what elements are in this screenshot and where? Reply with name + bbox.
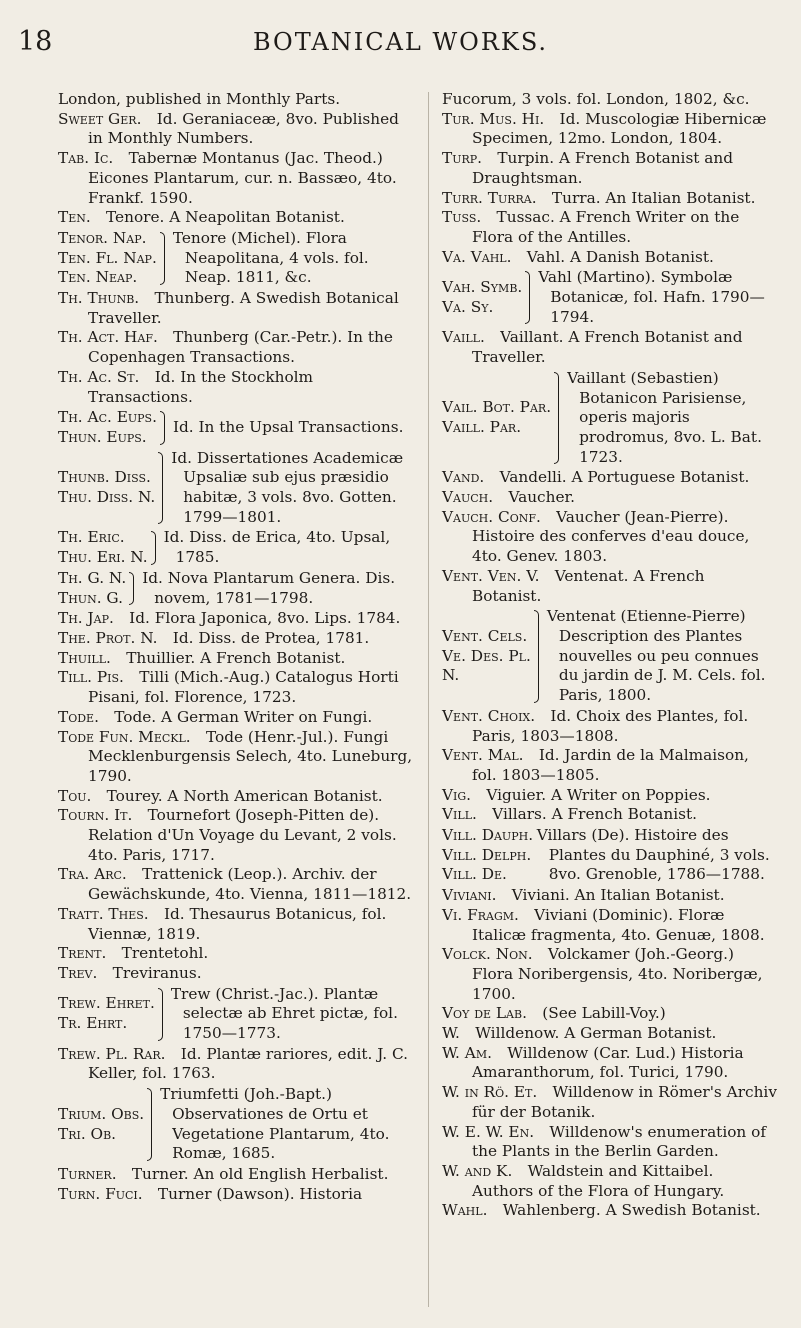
entry-description: Tournefort (Joseph-Pitten de). Relation d'Un Voyage du Levant, 2 vols. 4to. Paris, 1717. — [88, 806, 397, 864]
brace-mark — [151, 531, 160, 564]
brace-mark — [534, 610, 543, 703]
brace-mark — [554, 372, 563, 465]
entry-description: Trentetohl. — [121, 944, 209, 963]
entry-abbreviation-group — [58, 449, 155, 528]
entry-description-text: Triumfetti (Joh.-Bapt.) Observationes de Ortu et Vegetatione Plantarum, 4to. Romæ, 1685. — [160, 1085, 390, 1163]
entry-abbreviation: Th. Eric. — [58, 528, 125, 547]
entry-description: Id. Jardin de la Malmaison, fol. 1803—1805. — [472, 746, 749, 784]
brace-mark — [158, 988, 167, 1041]
entry-abbreviation: Thu. Diss. N. — [58, 488, 156, 507]
entry-abbreviation: Vaill. Par. — [442, 418, 522, 437]
entry-abbreviation: Th. G. N. — [58, 568, 127, 587]
page-header — [0, 26, 801, 66]
entry-description-text: Trew (Christ.-Jac.). Plantæ selectæ ab Ehret pictæ, fol. 1750—1773. — [170, 984, 398, 1043]
entry-description — [538, 268, 778, 327]
entry-description: (See Labill-Voy.) — [542, 1004, 666, 1023]
entry-abbreviation: W. Am. — [442, 1043, 492, 1062]
entry-abbreviation: Vauch. Conf. — [442, 507, 541, 526]
entry-abbreviation: Ten. — [58, 208, 91, 227]
entry-abbreviation: Vill. De. — [442, 865, 507, 884]
entry-abbreviation: Turr. Turra. — [442, 188, 537, 207]
catalog-entry — [442, 1083, 778, 1122]
catalog-entry — [442, 707, 778, 746]
entry-description-text: Vaillant (Sebastien) Botanicon Parisiense, operis majoris prodromus, 8vo. L. Bat. 1723. — [567, 368, 762, 466]
entry-description: Ventenat. A French Botanist. — [472, 566, 705, 605]
entry-description: Thunberg. A Swedish Botanical Traveller. — [88, 289, 399, 327]
entry-abbreviation: Thunb. Diss. — [58, 468, 151, 487]
catalog-entry — [442, 786, 778, 806]
entry-abbreviation-group — [442, 369, 551, 468]
brace-mark — [160, 411, 169, 444]
catalog-entry — [442, 90, 778, 110]
entry-description — [547, 607, 778, 706]
entry-abbreviation: Th. Jap. — [58, 609, 114, 628]
entry-abbreviation-group — [58, 528, 148, 567]
catalog-entry — [442, 1123, 778, 1162]
entry-abbreviation: Th. Ac. St. — [58, 367, 140, 386]
entry-abbreviation: Tourn. It. — [58, 806, 133, 825]
entry-abbreviation: Tou. — [58, 786, 92, 805]
catalog-entry — [58, 905, 416, 944]
entry-abbreviation: Tr. Ehrt. — [58, 1014, 128, 1033]
catalog-entry — [442, 1162, 778, 1201]
entry-description: Id. Flora Japonica, 8vo. Lips. 1784. — [129, 609, 401, 628]
entry-description — [537, 826, 778, 885]
entry-description: Thuillier. A French Botanist. — [126, 648, 346, 667]
bracketed-entry — [58, 985, 416, 1044]
entry-abbreviation-group — [58, 569, 126, 608]
entry-abbreviation: Trent. — [58, 944, 107, 963]
entry-description-text: Villars (De). Histoire des Plantes du Dauphiné, 3 vols. 8vo. Grenoble, 1786—1788. — [536, 826, 770, 884]
entry-description-text: Id. In the Upsal Transactions. — [172, 418, 404, 437]
entry-description: Id. In the Stockholm Transactions. — [88, 367, 314, 406]
brace-mark — [525, 271, 534, 324]
entry-abbreviation: Turner. — [58, 1164, 117, 1183]
right-column — [442, 90, 778, 1221]
entry-description: London, published in Monthly Parts. — [58, 90, 341, 108]
catalog-entry — [442, 248, 778, 268]
entry-description — [567, 369, 778, 468]
catalog-entry — [58, 649, 416, 669]
catalog-entry — [442, 746, 778, 785]
entry-abbreviation: Va. Vahl. — [442, 247, 512, 266]
catalog-entry — [58, 629, 416, 649]
entry-abbreviation: Th. Thunb. — [58, 289, 140, 308]
catalog-entry — [58, 208, 416, 228]
entry-description: Fucorum, 3 vols. fol. London, 1802, &c. — [442, 90, 750, 108]
catalog-entry — [442, 945, 778, 1004]
entry-abbreviation: Va. Sy. — [442, 297, 494, 316]
catalog-entry — [58, 90, 416, 110]
entry-abbreviation-group — [442, 607, 531, 706]
entry-description: Turner. An old English Herbalist. — [131, 1164, 389, 1183]
brace-mark — [147, 1088, 156, 1161]
catalog-entry — [58, 708, 416, 728]
entry-abbreviation: Till. Pis. — [58, 668, 124, 687]
entry-description: Vaillant. A French Botanist and Traveller. — [472, 328, 743, 367]
catalog-entry — [58, 328, 416, 367]
entry-description: Viviani. An Italian Botanist. — [511, 886, 725, 905]
page-number: 18 — [18, 26, 53, 57]
catalog-entry — [58, 1165, 416, 1185]
entry-abbreviation: Tuss. — [442, 208, 482, 227]
catalog-entry — [442, 189, 778, 209]
entry-description: Tourey. A North American Botanist. — [106, 786, 383, 805]
entry-abbreviation-group — [58, 1085, 144, 1164]
catalog-entry — [442, 328, 778, 367]
entry-description: Trattenick (Leop.). Archiv. der Gewächskunde, 4to. Vienna, 1811—1812. — [88, 865, 412, 904]
entry-abbreviation: Vail. Bot. Par. — [442, 398, 552, 417]
bracketed-entry — [58, 569, 416, 608]
catalog-entry — [58, 110, 416, 149]
bracketed-entry — [58, 528, 416, 567]
catalog-entry — [442, 886, 778, 906]
entry-abbreviation: Tenor. Nap. — [58, 228, 147, 247]
entry-abbreviation: Vill. Delph. — [442, 845, 532, 864]
entry-abbreviation: Vig. — [442, 785, 472, 804]
entry-abbreviation: Ve. Des. Pl. — [442, 646, 531, 665]
entry-description: Thunberg (Car.-Petr.). In the Copenhagen Transactions. — [88, 328, 393, 367]
entry-description — [160, 1085, 416, 1164]
entry-description: Tabernæ Montanus (Jac. Theod.) Eicones Plantarum, cur. n. Bassæo, 4to. Frankf. 1590. — [88, 149, 397, 207]
entry-description — [173, 408, 416, 447]
catalog-entry — [58, 964, 416, 984]
entry-description-text: Vahl (Martino). Symbolæ Botanicæ, fol. Hafn. 1790—1794. — [538, 268, 765, 326]
entry-abbreviation: Vand. — [442, 468, 485, 487]
entry-abbreviation: Ten. Fl. Nap. — [58, 248, 157, 267]
entry-abbreviation: Thun. G. — [58, 588, 123, 607]
entry-abbreviation: Vauch. — [442, 488, 494, 507]
entry-abbreviation: Vah. Symb. — [442, 278, 523, 297]
entry-description: Tussac. A French Writer on the Flora of the Antilles. — [472, 208, 740, 246]
page-title: BOTANICAL WORKS. — [252, 28, 549, 56]
entry-description: Turra. An Italian Botanist. — [551, 188, 756, 207]
entry-description: Id. Choix des Plantes, fol. Paris, 1803—1808. — [472, 706, 749, 745]
left-column — [58, 90, 416, 1204]
entry-description: Willdenow in Römer's Archiv für der Botanik. — [472, 1083, 777, 1121]
entry-description: Volckamer (Joh.-Georg.) Flora Noribergensis, 4to. Noribergæ, 1700. — [472, 945, 763, 1003]
catalog-entry — [58, 149, 416, 208]
entry-abbreviation: Tode. — [58, 707, 99, 726]
entry-abbreviation: Volck. Non. — [442, 945, 533, 964]
catalog-entry — [58, 289, 416, 328]
entry-description: Viviani (Dominic). Floræ Italicæ fragmenta, 4to. Genuæ, 1808. — [472, 905, 765, 944]
bracketed-entry — [442, 607, 778, 706]
catalog-entry — [442, 488, 778, 508]
bracketed-entry — [58, 1085, 416, 1164]
entry-description: Tode. A German Writer on Fungi. — [114, 707, 373, 726]
catalog-entry — [442, 208, 778, 247]
catalog-entry — [442, 508, 778, 567]
entry-abbreviation-group — [58, 229, 157, 288]
entry-description: Willdenow's enumeration of the Plants in the Berlin Garden. — [472, 1122, 767, 1161]
entry-abbreviation: The. Prot. N. — [58, 628, 158, 647]
entry-description — [171, 449, 416, 528]
entry-abbreviation: Voy de Lab. — [442, 1004, 527, 1023]
bracketed-entry — [58, 229, 416, 288]
entry-description — [142, 569, 416, 608]
catalog-entry — [58, 1045, 416, 1084]
entry-description: Vandelli. A Portuguese Botanist. — [499, 468, 750, 487]
entry-description: Viguier. A Writer on Poppies. — [486, 785, 711, 804]
catalog-entry — [58, 806, 416, 865]
entry-description: Vaucher (Jean-Pierre). Histoire des conferves d'eau douce, 4to. Genev. 1803. — [472, 507, 750, 566]
entry-description: Treviranus. — [112, 963, 202, 982]
entry-description-text: Id. Nova Plantarum Genera. Dis. novem, 1781—1798. — [142, 568, 396, 607]
catalog-entry — [58, 787, 416, 807]
entry-description-text: Tenore (Michel). Flora Neapolitana, 4 vols. fol. Neap. 1811, &c. — [172, 228, 369, 287]
entry-description: Id. Plantæ rariores, edit. J. C. Keller, fol. 1763. — [88, 1044, 408, 1083]
entry-abbreviation: Trew. Pl. Rar. — [58, 1044, 166, 1063]
bracketed-entry — [442, 826, 778, 885]
catalog-entry — [58, 728, 416, 787]
bracketed-entry — [58, 408, 416, 447]
catalog-entry — [442, 906, 778, 945]
entry-abbreviation: Tur. Mus. Hi. — [442, 109, 545, 128]
catalog-entry — [442, 110, 778, 149]
entry-description: Id. Diss. de Protea, 1781. — [172, 628, 370, 647]
catalog-entry — [442, 1004, 778, 1024]
entry-abbreviation: W. and K. — [442, 1161, 513, 1180]
entry-description: Turpin. A French Botanist and Draughtsman. — [472, 149, 734, 187]
entry-abbreviation: Vent. Mal. — [442, 746, 524, 765]
catalog-entry — [58, 609, 416, 629]
entry-abbreviation-group — [442, 826, 533, 885]
entry-abbreviation: Tab. Ic. — [58, 149, 114, 168]
catalog-entry — [442, 1201, 778, 1221]
catalog-entry — [58, 368, 416, 407]
entry-abbreviation: Trew. Ehret. — [58, 994, 155, 1013]
entry-abbreviation: Tode Fun. Meckl. — [58, 727, 191, 746]
entry-description: Waldstein and Kittaibel. Authors of the Flora of Hungary. — [472, 1161, 725, 1200]
entry-abbreviation: Vent. Ven. V. — [442, 566, 540, 585]
column-divider — [428, 92, 429, 1307]
entry-description: Villars. A French Botanist. — [492, 805, 697, 824]
brace-mark — [129, 572, 138, 605]
entry-abbreviation: Trium. Obs. — [58, 1104, 145, 1123]
entry-description-text: Ventenat (Etienne-Pierre) Description des Plantes nouvelles ou peu connues du jardin de J. M. Cels. fol. Paris, 1800. — [546, 607, 766, 705]
entry-description-text: Id. Dissertationes Academicæ Upsaliæ sub ejus præsidio habitæ, 3 vols. 8vo. Gotten. 1799—1801. — [171, 448, 404, 526]
entry-abbreviation-group — [442, 268, 522, 327]
entry-abbreviation: Sweet Ger. — [58, 109, 142, 128]
entry-description: Willdenow. A German Botanist. — [475, 1024, 717, 1043]
catalog-entry — [58, 865, 416, 904]
entry-abbreviation: Vent. Cels. — [442, 626, 528, 645]
entry-abbreviation: Vaill. — [442, 328, 485, 347]
entry-description — [171, 985, 416, 1044]
entry-abbreviation: Th. Act. Haf. — [58, 328, 158, 347]
catalog-entry — [442, 149, 778, 188]
bracketed-entry — [442, 369, 778, 468]
entry-abbreviation: Tri. Ob. — [58, 1124, 117, 1143]
catalog-entry — [442, 1024, 778, 1044]
entry-abbreviation: Turn. Fuci. — [58, 1184, 143, 1203]
catalog-entry — [442, 468, 778, 488]
entry-abbreviation: W. in Rö. Et. — [442, 1083, 538, 1102]
entry-description: Id. Geraniaceæ, 8vo. Published in Monthly Numbers. — [88, 109, 399, 148]
entry-abbreviation: W. — [442, 1024, 460, 1043]
catalog-entry — [58, 1185, 416, 1205]
brace-mark — [158, 452, 167, 525]
entry-description-text: Id. Diss. de Erica, 4to. Upsal, 1785. — [163, 528, 391, 567]
entry-abbreviation: Th. Ac. Eups. — [58, 408, 157, 427]
entry-description: Vaucher. — [508, 488, 576, 507]
bracketed-entry — [442, 268, 778, 327]
entry-abbreviation: Tratt. Thes. — [58, 904, 149, 923]
entry-description: Turner (Dawson). Historia — [157, 1184, 363, 1203]
entry-abbreviation: Turp. — [442, 149, 483, 168]
catalog-entry — [442, 805, 778, 825]
entry-abbreviation: Vent. Choix. — [442, 706, 536, 725]
bracketed-entry — [58, 449, 416, 528]
entry-abbreviation: Vill. — [442, 805, 477, 824]
entry-abbreviation: Trev. — [58, 963, 98, 982]
entry-abbreviation: Vill. Dauph. — [442, 826, 534, 845]
entry-description: Vahl. A Danish Botanist. — [526, 247, 714, 266]
catalog-entry — [442, 567, 778, 606]
catalog-entry — [58, 668, 416, 707]
entry-abbreviation: Wahl. — [442, 1201, 488, 1220]
catalog-entry — [442, 1044, 778, 1083]
entry-description: Willdenow (Car. Lud.) Historia Amaranthorum, fol. Turici, 1790. — [472, 1043, 744, 1082]
entry-abbreviation-group — [58, 408, 157, 447]
entry-abbreviation: Tra. Arc. — [58, 865, 127, 884]
entry-abbreviation: N. — [442, 666, 460, 685]
entry-description: Wahlenberg. A Swedish Botanist. — [502, 1201, 761, 1220]
entry-description: Id. Thesaurus Botanicus, fol. Viennæ, 1819. — [88, 904, 387, 943]
entry-description — [164, 528, 416, 567]
entry-description: Id. Muscologiæ Hibernicæ Specimen, 12mo. London, 1804. — [472, 109, 767, 148]
entry-description: Tilli (Mich.-Aug.) Catalogus Horti Pisani, fol. Florence, 1723. — [88, 668, 399, 707]
entry-description: Tenore. A Neapolitan Botanist. — [106, 208, 345, 227]
entry-description — [173, 229, 416, 288]
catalog-entry — [58, 944, 416, 964]
entry-abbreviation: Thu. Eri. N. — [58, 548, 148, 567]
entry-abbreviation: Vi. Fragm. — [442, 905, 519, 924]
entry-abbreviation: Viviani. — [442, 886, 497, 905]
entry-abbreviation: W. E. W. En. — [442, 1122, 535, 1141]
entry-abbreviation: Thun. Eups. — [58, 427, 147, 446]
entry-description: Tode (Henr.-Jul.). Fungi Mecklenburgensis Selech, 4to. Luneburg, 1790. — [88, 727, 413, 785]
entry-abbreviation: Thuill. — [58, 648, 111, 667]
entry-abbreviation-group — [58, 985, 155, 1044]
entry-abbreviation: Ten. Neap. — [58, 268, 138, 287]
brace-mark — [160, 232, 169, 285]
